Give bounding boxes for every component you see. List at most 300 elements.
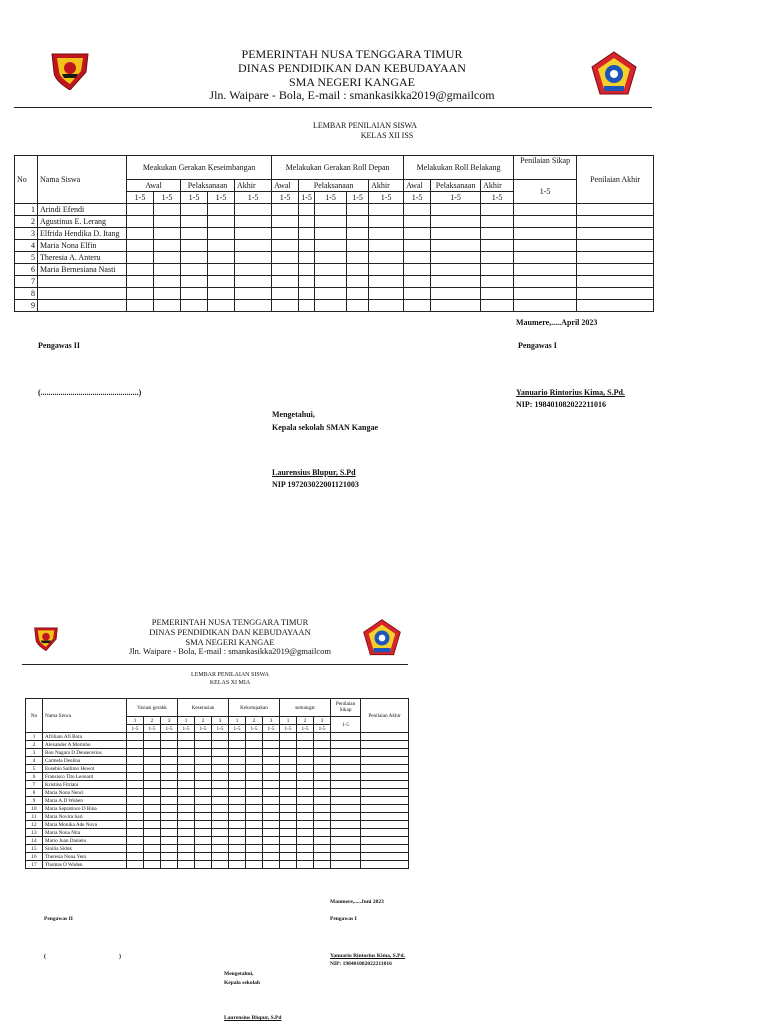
- score-cell: [161, 789, 178, 797]
- table-row: [26, 757, 409, 765]
- scale-cell: 1-5: [347, 192, 369, 204]
- score-cell: [299, 288, 315, 300]
- score-cell: [127, 805, 144, 813]
- score-cell: [181, 276, 208, 288]
- score-cell: [154, 300, 181, 312]
- score-cell: [208, 216, 235, 228]
- row-no: 9: [26, 797, 43, 805]
- table-row: [26, 789, 409, 797]
- row-name: Maria Nona Nita: [43, 829, 127, 837]
- score-cell: [263, 813, 280, 821]
- score-cell: [297, 741, 314, 749]
- table-row: [26, 837, 409, 845]
- sheet-title-text: LEMBAR PENILAIAN SISWA: [191, 672, 269, 678]
- score-cell: [280, 837, 297, 845]
- score-cell: [431, 228, 481, 240]
- score-cell: [229, 813, 246, 821]
- row-name: Theresia Nona Yeni: [43, 853, 127, 861]
- score-cell: [212, 805, 229, 813]
- score-cell: [161, 837, 178, 845]
- score-cell: [195, 853, 212, 861]
- score-cell: [331, 821, 361, 829]
- score-cell: [161, 853, 178, 861]
- score-cell: [178, 757, 195, 765]
- row-no: 7: [15, 276, 38, 288]
- row-no: 14: [26, 837, 43, 845]
- score-cell: [314, 837, 331, 845]
- score-cell: [229, 757, 246, 765]
- score-cell: [331, 749, 361, 757]
- sub-awal: Awal: [127, 180, 181, 192]
- signature-open-paren: (: [44, 954, 46, 960]
- score-cell: [404, 264, 431, 276]
- score-cell: [212, 781, 229, 789]
- score-cell: [263, 765, 280, 773]
- score-cell: [514, 204, 577, 216]
- score-cell: [229, 741, 246, 749]
- score-cell: [144, 773, 161, 781]
- score-cell: [404, 204, 431, 216]
- row-no: 13: [26, 829, 43, 837]
- table-row: [15, 300, 654, 312]
- score-cell: [297, 797, 314, 805]
- score-cell: [127, 821, 144, 829]
- score-cell: [154, 276, 181, 288]
- province-emblem-icon: [48, 50, 92, 90]
- score-cell: [577, 252, 654, 264]
- criterion-number: 1: [178, 717, 195, 725]
- row-no: 16: [26, 853, 43, 861]
- scale-cell: 1-5: [315, 192, 347, 204]
- score-cell: [514, 300, 577, 312]
- score-cell: [331, 765, 361, 773]
- letterhead: [150, 48, 554, 103]
- sub-pelaksanaan: Pelaksanaan: [181, 180, 235, 192]
- score-cell: [127, 813, 144, 821]
- score-cell: [144, 733, 161, 741]
- score-cell: [299, 300, 315, 312]
- score-cell: [144, 797, 161, 805]
- score-cell: [246, 765, 263, 773]
- score-cell: [272, 204, 299, 216]
- table-row: [26, 853, 409, 861]
- score-cell: [229, 789, 246, 797]
- score-cell: [514, 288, 577, 300]
- score-cell: [127, 216, 154, 228]
- col-group-semangat: semangat: [280, 699, 331, 717]
- score-cell: [178, 741, 195, 749]
- score-cell: [212, 861, 229, 869]
- table-row: [15, 240, 654, 252]
- scale-cell: 1-5: [404, 192, 431, 204]
- score-cell: [481, 252, 514, 264]
- score-cell: [347, 216, 369, 228]
- row-name: Maria Novira Sari: [43, 813, 127, 821]
- score-cell: [297, 813, 314, 821]
- score-cell: [178, 797, 195, 805]
- score-cell: [331, 741, 361, 749]
- score-cell: [361, 845, 409, 853]
- score-cell: [195, 821, 212, 829]
- row-name: Thomas O Woden: [43, 861, 127, 869]
- score-cell: [181, 240, 208, 252]
- score-cell: [161, 861, 178, 869]
- row-no: 4: [15, 240, 38, 252]
- table-row: [26, 813, 409, 821]
- score-cell: [246, 733, 263, 741]
- score-cell: [246, 805, 263, 813]
- score-cell: [369, 204, 404, 216]
- score-cell: [431, 216, 481, 228]
- score-cell: [315, 240, 347, 252]
- criterion-number: 2: [297, 717, 314, 725]
- score-cell: [161, 845, 178, 853]
- score-cell: [369, 264, 404, 276]
- score-cell: [347, 204, 369, 216]
- score-cell: [314, 789, 331, 797]
- score-cell: [208, 276, 235, 288]
- score-cell: [280, 749, 297, 757]
- row-name: Maria Nona Nenci: [43, 789, 127, 797]
- score-cell: [195, 837, 212, 845]
- table-row: [26, 765, 409, 773]
- score-cell: [299, 240, 315, 252]
- criterion-number: 3: [263, 717, 280, 725]
- score-cell: [263, 741, 280, 749]
- row-no: 3: [15, 228, 38, 240]
- score-cell: [127, 252, 154, 264]
- col-group-kekompakan: Kekompakan: [229, 699, 280, 717]
- score-cell: [235, 300, 272, 312]
- row-name: Mario Juan Danielo: [43, 837, 127, 845]
- teacher-name: Yanuario Rintorius Kima, S.Pd.: [516, 388, 625, 397]
- score-cell: [314, 821, 331, 829]
- score-cell: [161, 773, 178, 781]
- criterion-number: 3: [212, 717, 229, 725]
- score-cell: [347, 252, 369, 264]
- score-cell: [280, 821, 297, 829]
- score-cell: [272, 288, 299, 300]
- score-cell: [297, 757, 314, 765]
- score-cell: [154, 288, 181, 300]
- score-cell: [315, 216, 347, 228]
- score-cell: [314, 797, 331, 805]
- score-cell: [314, 829, 331, 837]
- score-cell: [154, 264, 181, 276]
- score-cell: [272, 264, 299, 276]
- score-cell: [404, 216, 431, 228]
- score-cell: [127, 276, 154, 288]
- score-cell: [361, 797, 409, 805]
- score-cell: [161, 781, 178, 789]
- table-row: [15, 216, 654, 228]
- criterion-number: 2: [246, 717, 263, 725]
- score-cell: [144, 837, 161, 845]
- row-no: 9: [15, 300, 38, 312]
- principal-name: Laurensius Blupur, S.Pd: [224, 1015, 282, 1021]
- row-name: Fransisco Tito Leonard: [43, 773, 127, 781]
- score-cell: [229, 781, 246, 789]
- row-no: 2: [26, 741, 43, 749]
- sheet-title-text: LEMBAR PENILAIAN SISWA: [313, 121, 417, 130]
- score-cell: [369, 240, 404, 252]
- score-cell: [361, 781, 409, 789]
- score-cell: [297, 733, 314, 741]
- score-cell: [178, 765, 195, 773]
- criterion-number: 1: [280, 717, 297, 725]
- score-cell: [208, 252, 235, 264]
- score-cell: [127, 789, 144, 797]
- row-name: Maria Sepratince D Rina: [43, 805, 127, 813]
- score-cell: [280, 789, 297, 797]
- score-cell: [331, 789, 361, 797]
- score-cell: [263, 781, 280, 789]
- score-cell: [315, 204, 347, 216]
- col-group-keseimbangan: Meakukan Gerakan Keseimbangan: [127, 156, 272, 180]
- sheet-title: [200, 121, 530, 141]
- scale-cell: 1-5: [246, 725, 263, 733]
- score-cell: [314, 813, 331, 821]
- score-cell: [314, 733, 331, 741]
- score-cell: [181, 216, 208, 228]
- table-row: [15, 288, 654, 300]
- score-cell: [208, 288, 235, 300]
- score-cell: [154, 204, 181, 216]
- scale-cell: 1-5: [369, 192, 404, 204]
- letterhead-line-3: SMA NEGERI KANGAE: [185, 636, 275, 647]
- criterion-number: 3: [161, 717, 178, 725]
- table-row: [26, 781, 409, 789]
- score-cell: [314, 861, 331, 869]
- row-no: 8: [15, 288, 38, 300]
- table-row: [26, 829, 409, 837]
- score-cell: [195, 781, 212, 789]
- assessment-table: [25, 698, 409, 869]
- kepala-label: Kepala sekolah: [224, 980, 260, 986]
- score-cell: [331, 757, 361, 765]
- score-cell: [297, 845, 314, 853]
- table-row: [15, 228, 654, 240]
- score-cell: [361, 749, 409, 757]
- score-cell: [315, 252, 347, 264]
- row-name: Maria Bernesiana Nasti: [38, 264, 127, 276]
- score-cell: [144, 829, 161, 837]
- score-cell: [246, 789, 263, 797]
- score-cell: [229, 733, 246, 741]
- teacher-nip: NIP: 198401082022211016: [516, 400, 606, 409]
- score-cell: [144, 821, 161, 829]
- score-cell: [144, 741, 161, 749]
- score-cell: [181, 228, 208, 240]
- score-cell: [195, 741, 212, 749]
- score-cell: [212, 757, 229, 765]
- sub-akhir: Akhir: [369, 180, 404, 192]
- score-cell: [161, 741, 178, 749]
- score-cell: [347, 300, 369, 312]
- score-cell: [178, 853, 195, 861]
- score-cell: [481, 240, 514, 252]
- mengetahui-label: Mengetahui,: [272, 410, 315, 419]
- score-cell: [404, 240, 431, 252]
- score-cell: [272, 300, 299, 312]
- scale-cell: 1-5: [154, 192, 181, 204]
- score-cell: [272, 228, 299, 240]
- row-name: Bou Nagara D Deusecerios: [43, 749, 127, 757]
- sub-pelaksanaan: Pelaksanaan: [431, 180, 481, 192]
- score-cell: [127, 837, 144, 845]
- score-cell: [161, 813, 178, 821]
- score-cell: [331, 861, 361, 869]
- scale-cell: 1-5: [181, 192, 208, 204]
- score-cell: [272, 216, 299, 228]
- scale-cell: 1-5: [272, 192, 299, 204]
- score-cell: [280, 845, 297, 853]
- letterhead-line-3: SMA NEGERI KANGAE: [289, 74, 415, 89]
- mengetahui-label: Mengetahui,: [224, 971, 254, 977]
- letterhead-line-1: PEMERINTAH NUSA TENGGARA TIMUR: [151, 617, 309, 627]
- scale-cell: 1-5: [314, 725, 331, 733]
- score-cell: [272, 252, 299, 264]
- score-cell: [297, 837, 314, 845]
- score-cell: [235, 288, 272, 300]
- score-cell: [315, 300, 347, 312]
- score-cell: [577, 288, 654, 300]
- score-cell: [272, 276, 299, 288]
- score-cell: [577, 276, 654, 288]
- letterhead: [100, 618, 360, 657]
- pengawas-2-label: Pengawas II: [38, 341, 81, 350]
- score-cell: [229, 797, 246, 805]
- score-cell: [212, 773, 229, 781]
- criterion-number: 2: [144, 717, 161, 725]
- principal-name: Laurensius Blupur, S.Pd: [272, 468, 356, 477]
- score-cell: [161, 765, 178, 773]
- score-cell: [299, 204, 315, 216]
- letterhead-divider: [22, 664, 408, 665]
- sikap-scale: 1-5: [514, 180, 577, 204]
- score-cell: [514, 264, 577, 276]
- score-cell: [361, 805, 409, 813]
- score-cell: [404, 300, 431, 312]
- row-name: Arindi Efendi: [38, 204, 127, 216]
- score-cell: [181, 204, 208, 216]
- score-cell: [246, 821, 263, 829]
- row-no: 11: [26, 813, 43, 821]
- score-cell: [127, 240, 154, 252]
- scale-cell: 1-5: [144, 725, 161, 733]
- score-cell: [208, 240, 235, 252]
- score-cell: [314, 765, 331, 773]
- col-no: No: [15, 156, 38, 204]
- pengawas-2-label: Pengawas II: [44, 916, 73, 922]
- score-cell: [331, 797, 361, 805]
- score-cell: [229, 805, 246, 813]
- score-cell: [181, 300, 208, 312]
- score-cell: [195, 797, 212, 805]
- score-cell: [280, 773, 297, 781]
- score-cell: [361, 813, 409, 821]
- sub-akhir: Akhir: [481, 180, 514, 192]
- score-cell: [263, 733, 280, 741]
- row-no: 5: [15, 252, 38, 264]
- score-cell: [263, 853, 280, 861]
- score-cell: [280, 813, 297, 821]
- score-cell: [195, 733, 212, 741]
- score-cell: [127, 288, 154, 300]
- score-cell: [272, 240, 299, 252]
- score-cell: [297, 765, 314, 773]
- score-cell: [369, 228, 404, 240]
- row-name: Maria A.D Woben: [43, 797, 127, 805]
- score-cell: [297, 829, 314, 837]
- score-cell: [178, 749, 195, 757]
- col-group-roll-depan: Melakukan Gerakan Roll Depan: [272, 156, 404, 180]
- score-cell: [280, 805, 297, 813]
- row-name: Carmela Deolina: [43, 757, 127, 765]
- pengawas-1-label: Pengawas I: [518, 341, 557, 350]
- score-cell: [235, 228, 272, 240]
- score-cell: [161, 749, 178, 757]
- score-cell: [577, 300, 654, 312]
- score-cell: [299, 264, 315, 276]
- scale-cell: 1-5: [299, 192, 315, 204]
- col-no: No: [26, 699, 43, 733]
- score-cell: [263, 845, 280, 853]
- scale-cell: 1-5: [263, 725, 280, 733]
- score-cell: [514, 240, 577, 252]
- score-cell: [127, 228, 154, 240]
- score-cell: [280, 861, 297, 869]
- score-cell: [361, 829, 409, 837]
- score-cell: [144, 805, 161, 813]
- sub-awal: Awal: [272, 180, 299, 192]
- score-cell: [127, 765, 144, 773]
- row-name: Eusebio Sallimo Hewot: [43, 765, 127, 773]
- signature-close-paren: ): [119, 954, 121, 960]
- score-cell: [161, 797, 178, 805]
- col-akhir: Penilaian Akhir: [361, 699, 409, 733]
- score-cell: [178, 821, 195, 829]
- score-cell: [161, 829, 178, 837]
- score-cell: [229, 845, 246, 853]
- score-cell: [212, 837, 229, 845]
- row-no: 8: [26, 789, 43, 797]
- score-cell: [229, 821, 246, 829]
- score-cell: [577, 216, 654, 228]
- score-cell: [178, 789, 195, 797]
- col-group-keserasian: Keserasian: [178, 699, 229, 717]
- score-cell: [369, 252, 404, 264]
- criterion-number: 2: [195, 717, 212, 725]
- score-cell: [369, 216, 404, 228]
- score-cell: [314, 853, 331, 861]
- row-no: 7: [26, 781, 43, 789]
- score-cell: [246, 861, 263, 869]
- score-cell: [361, 789, 409, 797]
- sheet-title: [140, 672, 320, 688]
- score-cell: [195, 765, 212, 773]
- criterion-number: 1: [229, 717, 246, 725]
- table-row: [26, 773, 409, 781]
- score-cell: [154, 228, 181, 240]
- score-cell: [181, 288, 208, 300]
- row-no: 5: [26, 765, 43, 773]
- row-no: 1: [26, 733, 43, 741]
- principal-nip: NIP 197203022001121003: [272, 480, 359, 489]
- score-cell: [246, 773, 263, 781]
- score-cell: [144, 845, 161, 853]
- score-cell: [178, 813, 195, 821]
